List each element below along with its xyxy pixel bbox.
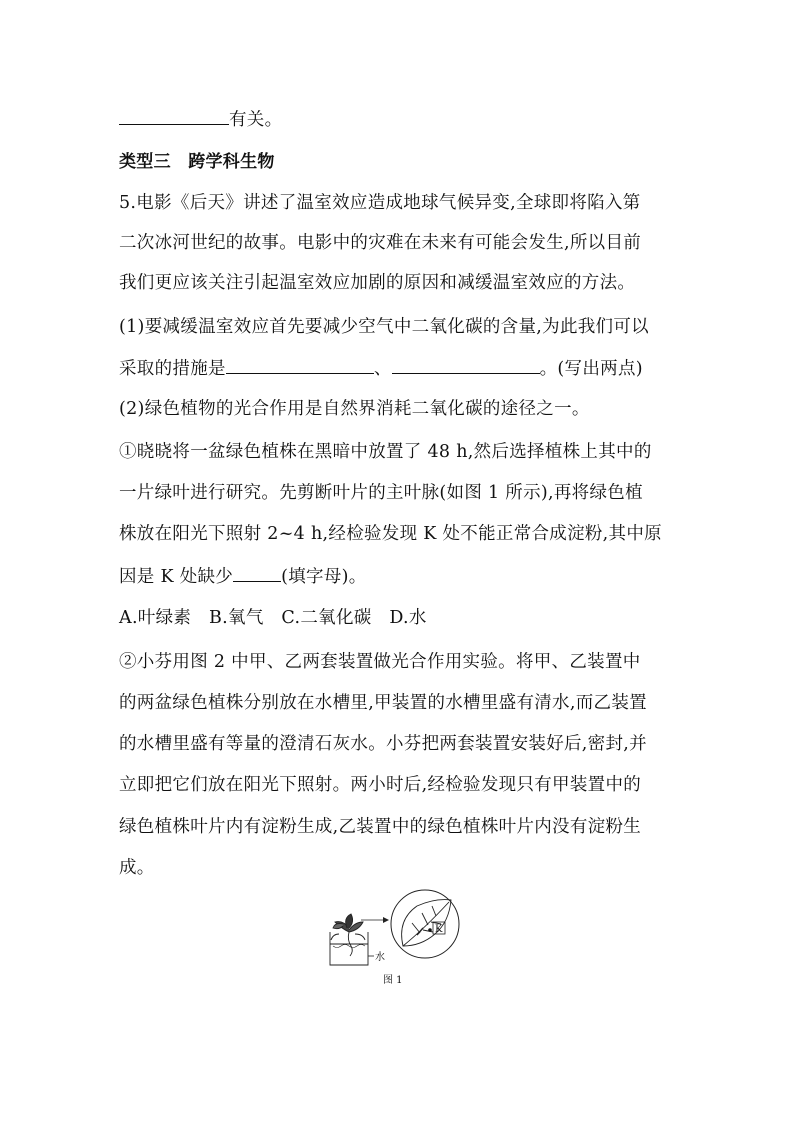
sub1-text-b: (填字母)。 xyxy=(281,567,367,587)
answer-line-top xyxy=(119,106,282,132)
answer-blank-measure-2[interactable] xyxy=(392,355,540,374)
part1-text-b: 。(写出两点) xyxy=(539,359,643,379)
figure-caption: 图 1 xyxy=(383,975,403,986)
k-label: K xyxy=(435,924,443,935)
q5-sub1-line-3: 株放在阳光下照射 2~4 h,经检验发现 K 处不能正常合成淀粉,其中原 xyxy=(119,524,662,544)
q5-sub2-line-4: 立即把它们放在阳光下照射。两小时后,经检验发现只有甲装置中的 xyxy=(119,775,642,795)
q5-line-1: 5.电影《后天》讲述了温室效应造成地球气候异变,全球即将陷入第 xyxy=(119,193,641,213)
q5-sub1-line-2: 一片绿叶进行研究。先剪断叶片的主叶脉(如图 1 所示),再将绿色植 xyxy=(119,483,643,503)
water-label: 水 xyxy=(375,952,385,963)
answer-blank xyxy=(119,106,229,125)
leaf-outline xyxy=(402,900,451,946)
point-k-dot xyxy=(428,928,432,932)
answer-blank-measure-1[interactable] xyxy=(226,355,374,374)
q5-sub2-line-5: 绿色植株叶片内有淀粉生成,乙装置中的绿色植株叶片内没有淀粉生 xyxy=(119,817,642,837)
pot-plant-illustration xyxy=(330,914,368,965)
line-suffix: 有关。 xyxy=(229,110,283,130)
q5-sub2-line-6: 成。 xyxy=(119,858,155,878)
answer-blank-letter[interactable] xyxy=(233,563,281,582)
q5-part2-line: (2)绿色植物的光合作用是自然界消耗二氧化碳的途径之一。 xyxy=(119,399,590,419)
sub1-text-a: 因是 K 处缺少 xyxy=(119,567,234,587)
q5-sub2-line-2: 的两盆绿色植株分别放在水槽里,甲装置的水槽里盛有清水,而乙装置 xyxy=(119,693,647,713)
q5-sub2-line-1: ②小芬用图 2 中甲、乙两套装置做光合作用实验。将甲、乙装置中 xyxy=(119,652,641,672)
arrow-head-icon xyxy=(383,917,389,923)
q5-part1-line-1: (1)要减缓温室效应首先要减少空气中二氧化碳的含量,为此我们可以 xyxy=(119,317,649,337)
q5-line-2: 二次冰河世纪的故事。电影中的灾难在未来有可能会发生,所以目前 xyxy=(119,233,642,253)
q5-sub1-line-1: ①晓晓将一盆绿色植株在黑暗中放置了 48 h,然后选择植株上其中的 xyxy=(119,442,652,462)
figure-1-leaf-diagram xyxy=(325,888,485,968)
q5-line-3: 我们更应该关注引起温室效应加剧的原因和减缓温室效应的方法。 xyxy=(119,273,636,293)
part1-text-a: 采取的措施是 xyxy=(119,359,226,379)
q5-sub2-line-3: 的水槽里盛有等量的澄清石灰水。小芬把两套装置安装好后,密封,并 xyxy=(119,734,647,754)
options-line: A.叶绿素 B.氧气 C.二氧化碳 D.水 xyxy=(119,608,427,628)
q5-sub1-line-4 xyxy=(119,563,367,589)
section-heading: 类型三 跨学科生物 xyxy=(119,152,275,172)
part1-sep: 、 xyxy=(373,359,392,379)
cut-mark xyxy=(417,928,423,935)
q5-part1-line-2 xyxy=(119,355,643,381)
